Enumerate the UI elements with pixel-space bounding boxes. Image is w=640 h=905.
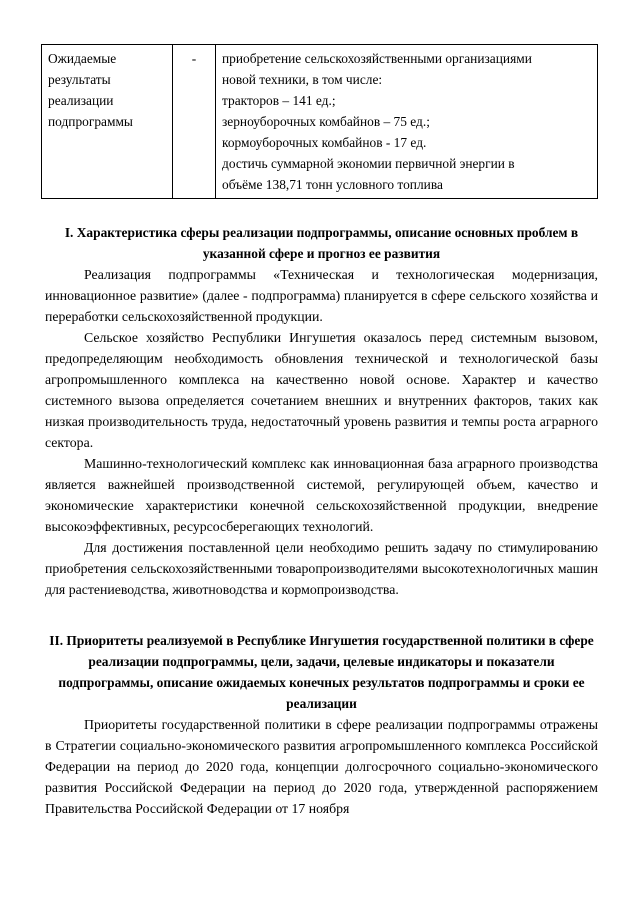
- section-1-paragraph: Машинно-технологический комплекс как инновационная база аграрного производства является важнейшей производственной системой, регулирующей объем, качество и экономические характеристики конечной сельскохозяйственной продукции, внедрение высокоэффективных, ресурсосберегающих технологий.: [45, 456, 598, 534]
- value-line: зерноуборочных комбайнов – 75 ед.;: [222, 114, 430, 129]
- subprogram-passport-table: [41, 44, 598, 199]
- value-line: приобретение сельскохозяйственными организациями: [222, 51, 532, 66]
- expected-results-value-cell: [216, 45, 598, 199]
- label-line: подпрограммы: [48, 114, 133, 129]
- section-2-paragraph: Приоритеты государственной политики в сфере реализации подпрограммы отражены в Стратегии социально-экономического развития агропромышленного комплекса Российской Федерации на период до 2020 года, концепции долгосрочного социально-экономического развития Российской Федерации на период до 2020 года, утвержденной распоряжением Правительства Российской Федерации от 17 ноября: [45, 717, 598, 816]
- section-1-paragraph: Сельское хозяйство Республики Ингушетия оказалось перед системным вызовом, предопределяющим необходимость обновления технической и технологической базы агропромышленного комплекса на качественно новой основе. Характер и качество системного вызова определяется сочетанием внешних и внутренних факторов, таких как низкая производительность труда, недостаточный уровень развития и темпы роста аграрного сектора.: [45, 330, 598, 450]
- section-1-paragraph: Для достижения поставленной цели необходимо решить задачу по стимулированию приобретения сельскохозяйственными товаропроизводителями высокотехнологичных машин для растениеводства, животноводства и кормопроизводства.: [45, 540, 598, 597]
- label-line: результаты: [48, 72, 111, 87]
- label-line: реализации: [48, 93, 114, 108]
- section-2-heading: II. Приоритеты реализуемой в Республике Ингушетия государственной политики в сфере реализации подпрограммы, цели, задачи, целевые индикаторы и показатели подпрограммы, описание ожидаемых конечных результатов подпрограммы и сроки ее реализации: [49, 633, 594, 711]
- value-line: тракторов – 141 ед.;: [222, 93, 336, 108]
- dash-cell: [173, 45, 216, 199]
- document-body: [45, 222, 598, 819]
- table-row: [42, 45, 598, 199]
- expected-results-label-cell: [42, 45, 173, 199]
- value-line: новой техники, в том числе:: [222, 72, 383, 87]
- value-line: объёме 138,71 тонн условного топлива: [222, 177, 443, 192]
- section-1-paragraph: Реализация подпрограммы «Техническая и технологическая модернизация, инновационное развитие» (далее - подпрограмма) планируется в сфере сельского хозяйства и переработки сельскохозяйственной продукции.: [45, 267, 598, 324]
- dash-mark: -: [191, 51, 197, 66]
- value-line: кормоуборочных комбайнов - 17 ед.: [222, 135, 427, 150]
- section-1-heading: I. Характеристика сферы реализации подпрограммы, описание основных проблем в указанной сфере и прогноз ее развития: [64, 225, 579, 261]
- label-line: Ожидаемые: [48, 51, 117, 66]
- value-line: достичь суммарной экономии первичной энергии в: [222, 156, 515, 171]
